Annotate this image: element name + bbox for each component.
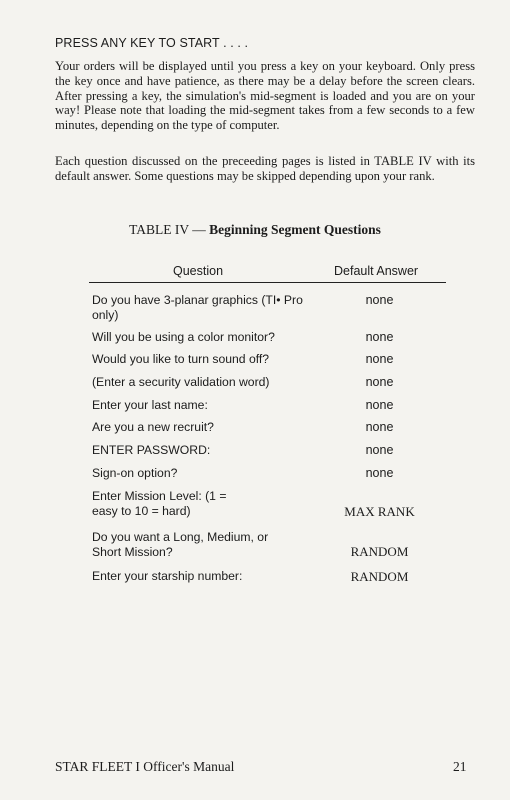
question-cell: Would you like to turn sound off? (92, 352, 270, 366)
answer-cell: none (365, 375, 394, 389)
answer-column-header: Default Answer (334, 264, 419, 278)
header-rule (89, 282, 446, 283)
answer-cell: MAX RANK (344, 504, 415, 519)
question-cell: Do you want a Long, Medium, or Short Mission? (92, 530, 269, 559)
orders-paragraph: Your orders will be displayed until you press a key on your keyboard. Only press the key once and have patience, as there may be a delay before the screen clears. After pressing a key, the simulation's mid-segment is loaded and you are on your way! Please note that loading the mid-segment takes from a few seconds to a few minutes, depending on the type of computer. (55, 59, 475, 133)
question-cell: Sign-on option? (92, 466, 178, 480)
question-cell: ENTER PASSWORD: (92, 443, 211, 457)
question-cell: Enter your last name: (92, 398, 208, 412)
footer-manual-title: STAR FLEET I Officer's Manual (55, 759, 235, 774)
table-title (0, 222, 510, 238)
answer-cell: none (365, 352, 394, 366)
answer-cell: none (365, 443, 394, 457)
question-cell: (Enter a security validation word) (92, 375, 270, 389)
answer-cell: RANDOM (350, 544, 409, 559)
answer-cell: none (365, 293, 394, 307)
question-cell: Do you have 3-planar graphics (TI• Pro only) (92, 293, 303, 322)
answer-cell: none (365, 330, 394, 344)
question-cell: Will you be using a color monitor? (92, 330, 275, 344)
table-name: Beginning Segment Questions (209, 222, 381, 237)
answer-cell: RANDOM (350, 569, 409, 584)
section-heading: PRESS ANY KEY TO START . . . . (55, 36, 249, 50)
question-cell: Enter Mission Level: (1 = easy to 10 = hard) (92, 489, 227, 518)
answer-cell: none (365, 420, 394, 434)
page-number: 21 (453, 759, 467, 774)
table-label: TABLE IV — (129, 222, 206, 237)
question-cell: Enter your starship number: (92, 569, 243, 583)
question-cell: Are you a new recruit? (92, 420, 214, 434)
table-intro-paragraph: Each question discussed on the preceeding pages is listed in TABLE IV with its default answer. Some questions may be skipped depending upon your rank. (55, 154, 475, 183)
answer-cell: none (365, 398, 394, 412)
answer-cell: none (365, 466, 394, 480)
question-column-header: Question (173, 264, 224, 278)
